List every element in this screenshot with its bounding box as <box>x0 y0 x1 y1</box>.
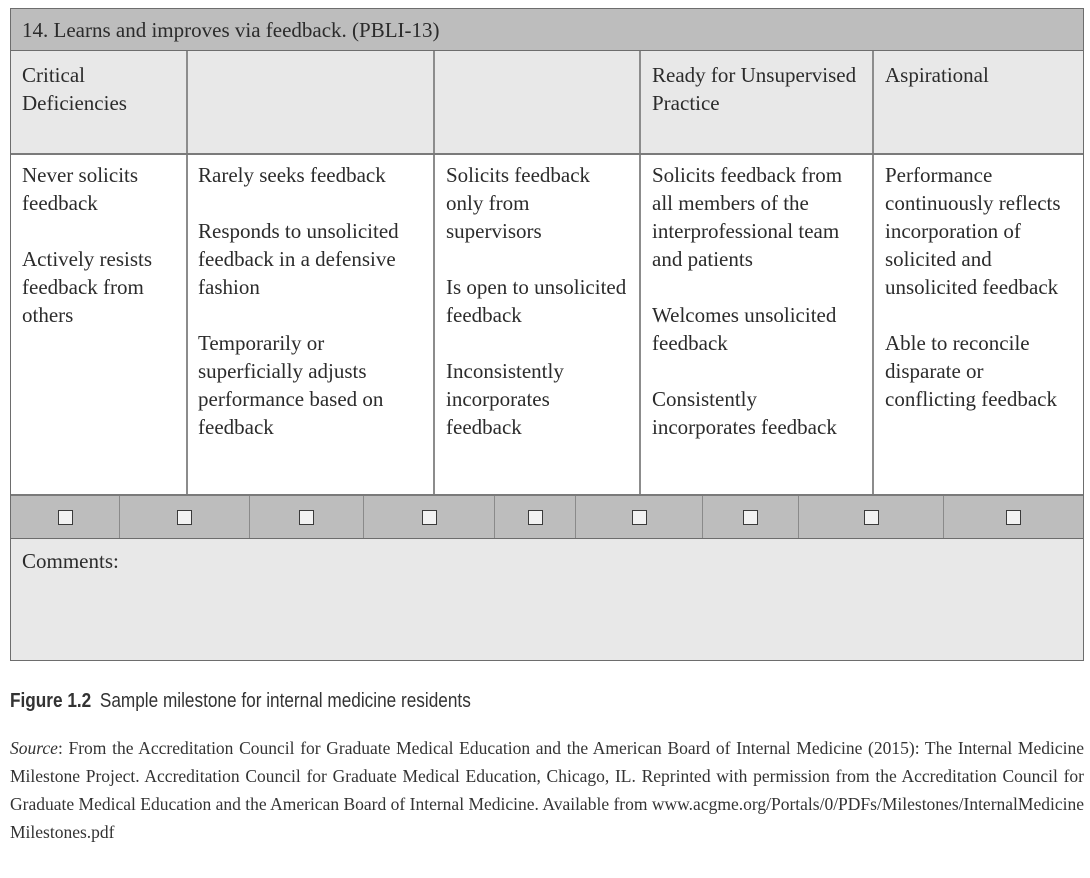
level-header-2 <box>188 51 435 153</box>
rating-cell-4 <box>364 496 495 538</box>
level-header-row <box>11 51 1083 155</box>
rating-checkbox-6[interactable] <box>632 510 647 525</box>
rating-checkbox-row <box>11 496 1083 539</box>
rating-checkbox-3[interactable] <box>299 510 314 525</box>
rating-cell-6 <box>576 496 703 538</box>
level-description-1 <box>11 155 188 494</box>
rating-checkbox-9[interactable] <box>1006 510 1021 525</box>
comments-label: Comments: <box>22 549 119 573</box>
figure-caption <box>10 690 471 713</box>
rating-cell-7 <box>703 496 799 538</box>
rating-checkbox-1[interactable] <box>58 510 73 525</box>
level-header-1: Critical Deficiencies <box>11 51 188 153</box>
rating-cell-2 <box>120 496 250 538</box>
rating-checkbox-5[interactable] <box>528 510 543 525</box>
rating-cell-5 <box>495 496 576 538</box>
descriptor: Responds to unsolicited feedback in a defensive fashion <box>198 219 399 299</box>
descriptor: Consistently incorporates feedback <box>652 387 837 439</box>
source-note <box>10 734 1084 846</box>
level-header-5: Aspirational <box>885 63 989 87</box>
descriptor: Inconsistently incorporates feedback <box>446 359 564 439</box>
level-header-3 <box>435 51 641 153</box>
source-text: : From the Accreditation Council for Graduate Medical Education and the American Board of Internal Medicine (2015): The Internal Medicine Milestone Project. Accreditation Council for Graduate Medical Education, Chicago, IL. Reprinted with permission from the Accreditation Council for Graduate Medical Education and the American Board of Internal Medicine. Available from www.acgme.org/Portals/0/PDFs/Milestones/InternalMedicine Milestones.pdf <box>10 738 1084 842</box>
level-description-2 <box>188 155 435 494</box>
rating-checkbox-2[interactable] <box>177 510 192 525</box>
rating-checkbox-7[interactable] <box>743 510 758 525</box>
descriptor: Actively resists feedback from others <box>22 247 153 327</box>
milestone-table <box>10 8 1084 661</box>
level-description-4 <box>641 155 874 494</box>
milestone-title: 14. Learns and improves via feedback. (PBLI-13) <box>11 9 1083 51</box>
descriptor: Welcomes unsolicited feedback <box>652 303 837 355</box>
descriptor: Performance continuously reflects incorporation of solicited and unsolicited feedback <box>885 163 1061 299</box>
descriptor: Never solicits feedback <box>22 163 139 215</box>
rating-cell-1 <box>11 496 120 538</box>
figure-caption-text: Sample milestone for internal medicine residents <box>99 690 471 712</box>
descriptor: Solicits feedback only from supervisors <box>446 163 591 243</box>
rating-cell-9 <box>944 496 1083 538</box>
level-header-4: Ready for Unsupervised Practice <box>641 51 874 153</box>
rating-checkbox-4[interactable] <box>422 510 437 525</box>
comments-area[interactable] <box>11 539 1083 660</box>
level-description-row <box>11 155 1083 496</box>
rating-checkbox-8[interactable] <box>864 510 879 525</box>
level-description-3 <box>435 155 641 494</box>
descriptor: Able to reconcile disparate or conflicting feedback <box>885 331 1057 411</box>
descriptor: Solicits feedback from all members of the interprofessional team and patients <box>652 163 843 271</box>
rating-cell-8 <box>799 496 944 538</box>
descriptor: Temporarily or superficially adjusts performance based on feedback <box>198 331 384 439</box>
descriptor: Rarely seeks feedback <box>198 163 386 187</box>
figure-label: Figure 1.2 <box>10 690 92 712</box>
rating-cell-3 <box>250 496 364 538</box>
descriptor: Is open to unsolicited feedback <box>446 275 627 327</box>
source-label: Source <box>10 738 58 758</box>
level-description-5 <box>874 155 1083 494</box>
